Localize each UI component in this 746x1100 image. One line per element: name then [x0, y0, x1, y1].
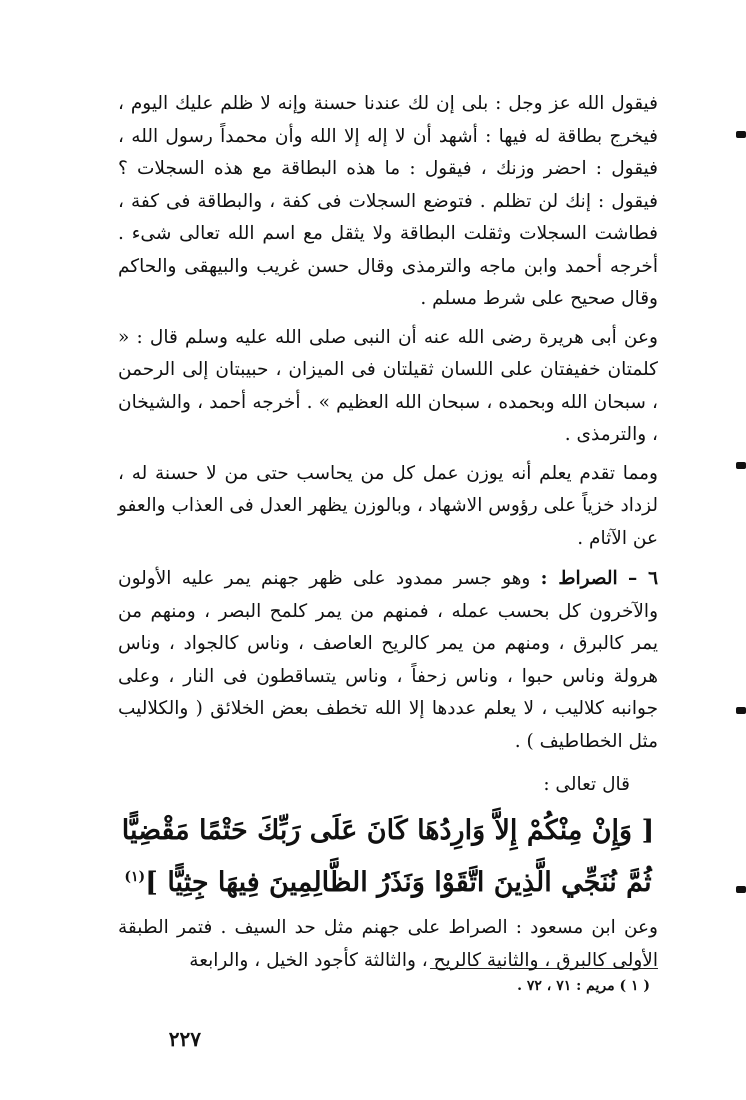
paragraph-bitaqa: فيقول الله عز وجل : بلى إن لك عندنا حسنة وإنه لا ظلم عليك اليوم ، فيخرج بطاقة له فيها : أشهد أن لا إله إلا الله وأن محمداً رسول الله ، فيقول : احضر وزنك ، فيقول : ما هذه البطاقة مع هذه السجلات ؟ فيقول : إنك لن تظلم . فتوضع السجلات فى كفة ، والبطاقة فى كفة ، فطاشت السجلات وثقلت البطاقة ولا يثقل مع اسم الله تعالى شىء . أخرجه أحمد وابن ماجه والترمذى وقال حسن غريب والبيهقى والحاكم وقال صحيح على شرط مسلم .	[118, 93, 658, 309]
quran-line-2	[118, 854, 658, 906]
paragraph-sirat	[118, 563, 658, 758]
margin-mark	[736, 886, 746, 893]
margin-mark	[736, 462, 746, 469]
section-number: ٦ –	[627, 568, 659, 589]
quran-line-1: [ وَإِنْ مِنْكُمْ إِلاَّ وَارِدُهَا كَانَ عَلَى رَبِّكَ حَتْمًا مَقْضِيًّا	[121, 815, 655, 846]
margin-mark	[736, 131, 746, 138]
main-text	[118, 88, 658, 977]
section-term: الصراط :	[540, 568, 618, 589]
margin-mark	[736, 707, 746, 714]
quran-line-2-text: ثُمَّ نُنَجِّي الَّذِينَ اتَّقَوْا وَنَذَرُ الظَّالِمِينَ فِيهَا جِثِيًّا ]	[145, 867, 652, 898]
paragraph-kalimatan: وعن أبى هريرة رضى الله عنه أن النبى صلى الله عليه وسلم قال : « كلمتان خفيفتان على اللسان ثقيلتان فى الميزان ، حبيبتان إلى الرحمن ، سبحان الله وبحمده ، سبحان الله العظيم » . أخرجه أحمد ، والشيخان ، والترمذى .	[118, 326, 658, 445]
footnote-rule	[430, 968, 658, 969]
sirat-text: وهو جسر ممدود على ظهر جهنم يمر عليه الأولون والآخرون كل بحسب عمله ، فمنهم من يمر كلمح البصر ، ومنهم من يمر كالبرق ، ومنهم من يمر كالريح العاصف ، وناس كالجواد ، وناس هرولة وناس حبوا ، وناس زحفاً ، وناس يتساقطون فى النار ، وعلى جوانبه كلاليب ، لا يعلم عددها إلا الله تخطف بعض الخلائق ( والكلاليب مثل الخطاطيف ) .	[118, 568, 658, 752]
paragraph-wazn: ومما تقدم يعلم أنه يوزن عمل كل من يحاسب حتى من لا حسنة له ، لزداد خزياً على رؤوس الاشهاد ، وبالوزن يظهر العدل فى العذاب والعفو عن الآثام .	[118, 462, 658, 549]
qala-tala: قال تعالى :	[543, 774, 630, 795]
footnote-mark: (١)	[124, 869, 146, 885]
page-number: ٢٢٧	[168, 1027, 201, 1051]
paragraph-ibn-masud: وعن ابن مسعود : الصراط على جهنم مثل حد السيف . فتمر الطبقة الأولى كالبرق ، والثانية كالريح ، والثالثة كأجود الخيل ، والرابعة	[118, 917, 658, 971]
quran-verse	[118, 808, 658, 906]
footnote: ( ١ ) مريم : ٧١ ، ٧٢ .	[517, 978, 650, 994]
